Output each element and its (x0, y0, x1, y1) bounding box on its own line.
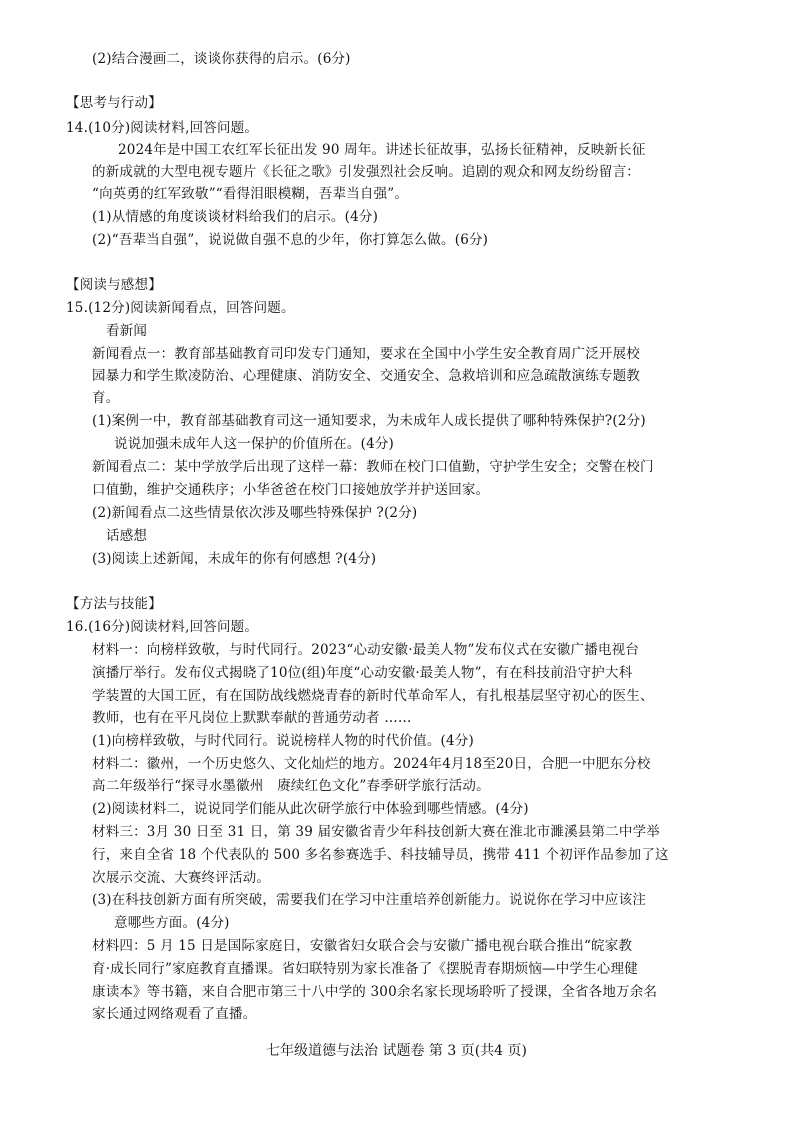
q14-material-line: 2024年是中国工农红军长征出发 90 周年。讲述长征故事，弘扬长征精神，反映新长征 (118, 142, 646, 158)
material-line: 材料三：3月 30 日至 31 日，第 39 届安徽省青少年科技创新大赛在淮北市濉溪县第二中学举 (92, 824, 660, 840)
q16-title: 16.(16分)阅读材料,回答问题。 (66, 619, 259, 635)
section-heading-read-think: 【阅读与感想】 (66, 277, 162, 293)
material-line: 演播厅举行。发布仪式揭晓了10位(组)年度“心动安徽·最美人物”，有在科技前沿守护大科 (92, 665, 633, 681)
q13-part2: (2)结合漫画二，谈谈你获得的启示。(6分) (92, 51, 351, 67)
material-line: 高二年级举行“探寻水墨徽州 赓续红色文化”春季研学旅行活动。 (92, 778, 490, 794)
news-point-line: 新闻看点一：教育部基础教育司印发专门通知，要求在全国中小学生安全教育周广泛开展校 (92, 346, 640, 362)
material-line: 次展示交流、大赛终评活动。 (92, 870, 271, 886)
q14-title: 14.(10分)阅读材料,回答问题。 (66, 120, 259, 136)
q16-part2: (2)阅读材料二，说说同学们能从此次研学旅行中体验到哪些情感。(4分) (92, 801, 529, 817)
section-heading-think-act: 【思考与行动】 (66, 95, 162, 111)
q16-part3: (3)在科技创新方面有所突破，需要我们在学习中注重培养创新能力。说说你在学习中应该注 (92, 892, 647, 908)
subheading-kan-xinwen: 看新闻 (106, 323, 148, 339)
q15-part3: (3)阅读上述新闻，未成年的你有何感想 ?(4分) (92, 551, 377, 567)
q16-part3-cont: 意哪些方面。(4分) (114, 915, 230, 931)
material-line: 家长通过网络观看了直播。 (92, 1006, 257, 1022)
material-line: 材料一：向榜样致敬，与时代同行。2023“心动安徽·最美人物”发布仪式在安徽广播电视台 (92, 642, 640, 658)
material-line: 康读本》等书籍，来自合肥市第三十八中学的 300余名家长现场聆听了授课，全省各地万余名 (92, 984, 658, 1000)
material-line: 行，来自全省 18 个代表队的 500 多名参赛选手、科技辅导员，携带 411 个初评作品参加了这 (92, 847, 669, 863)
news-point-line: 园暴力和学生欺凌防治、心理健康、消防安全、交通安全、急救培训和应急疏散演练专题教 (92, 368, 640, 384)
q14-part1: (1)从情感的角度谈谈材料给我们的启示。(4分) (92, 209, 379, 225)
q14-part2: (2)“吾辈当自强”，说说做自强不息的少年，你打算怎么做。(6分) (92, 232, 489, 248)
q14-material-line: “向英勇的红军致敬”“看得泪眼模糊，吾辈当自强”。 (92, 186, 409, 202)
page-footer: 七年级道德与法治 试题卷 第 3 页(共4 页) (266, 1043, 527, 1059)
news-point-line: 育。 (92, 390, 120, 406)
q15-part1: (1)案例一中，教育部基础教育司这一通知要求，为未成年人成长提供了哪种特殊保护?(2分) (92, 413, 646, 429)
news-point-line: 新闻看点二：某中学放学后出现了这样一幕：教师在校门口值勤，守护学生安全；交警在校门 (92, 459, 654, 475)
q15-part1-cont: 说说加强未成年人这一保护的价值所在。(4分) (114, 436, 395, 452)
material-line: 学装置的大国工匠，有在国防战线燃烧青春的新时代革命军人，有扎根基层坚守初心的医生、 (92, 688, 654, 704)
q16-part1: (1)向榜样致敬，与时代同行。说说榜样人物的时代价值。(4分) (92, 733, 474, 749)
news-point-line: 口值勤，维护交通秩序；小华爸爸在校门口接她放学并护送回家。 (92, 482, 490, 498)
section-heading-method-skill: 【方法与技能】 (66, 596, 162, 612)
q15-part2: (2)新闻看点二这些情景依次涉及哪些特殊保护 ?(2分) (92, 505, 418, 521)
q15-title: 15.(12分)阅读新闻看点，回答问题。 (66, 300, 295, 316)
material-line: 材料四：5 月 15 日是国际家庭日，安徽省妇女联合会与安徽广播电视台联合推出“皖家教 (92, 938, 633, 954)
material-line: 教师，也有在平凡岗位上默默奉献的普通劳动者 …… (92, 710, 412, 726)
q14-material-line: 的新成就的大型电视专题片《长征之歌》引发强烈社会反响。追剧的观众和网友纷纷留言： (92, 164, 640, 180)
subheading-hua-ganxiang: 话感想 (106, 528, 148, 544)
material-line: 材料二：徽州，一个历史悠久、文化灿烂的地方。2024年4月18至20日，合肥一中肥东分校 (92, 756, 651, 772)
material-line: 育·成长同行”家庭教育直播课。省妇联特别为家长准备了《摆脱青春期烦恼—中学生心理健 (92, 961, 638, 977)
